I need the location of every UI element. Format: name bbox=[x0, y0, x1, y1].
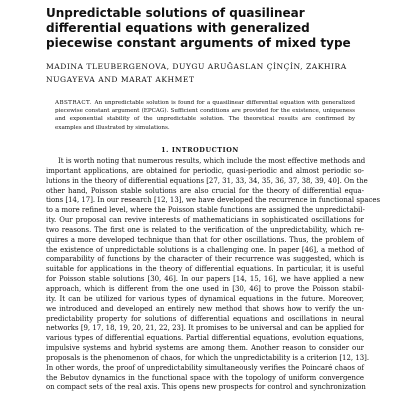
body-line: on compact sets of the real axis. This opens new prospects for control and synchronization bbox=[46, 383, 366, 392]
body-line: proposals is the phenomenon of chaos, for which the unpredictability is a criterion [12, 13]. bbox=[46, 353, 370, 362]
paper-title: Unpredictable solutions of quasilinear differential equations with generalized piecewise constant arguments of mixed type bbox=[46, 6, 351, 50]
body-line: lutions in the theory of differential equations [27, 31, 33, 34, 35, 36, 37, 38, 39, 40]. On the bbox=[46, 176, 368, 185]
body-line: we introduced and developed an entirely new method that shows how to verify the un- bbox=[46, 304, 364, 313]
body-line: comparability of functions by the character of their recurrence was suggested, which is bbox=[46, 255, 364, 264]
body-line: two reasons. The first one is related to the verification of the unpredictability, which re- bbox=[46, 225, 364, 234]
body-line: ity. Our proposal can revive interests of mathematicians in sophisticated oscillations for bbox=[46, 216, 364, 225]
section-heading: 1. INTRODUCTION bbox=[161, 146, 239, 154]
introduction-body bbox=[46, 157, 381, 393]
body-line: approach, which is different from the one used in [30, 46] to prove the Poisson stabil- bbox=[46, 284, 364, 293]
author-list: MADINA TLEUBERGENOVA, DUYGU ARUĞASLAN ÇİNÇİN, ZAKHIRA NUGAYEVA AND MARAT AKHMET bbox=[46, 62, 347, 84]
body-line: ity. It can be utilized for various types of dynamical equations in the future. Moreover, bbox=[46, 294, 364, 303]
body-line: various types of differential equations. Partial differential equations, evolution equations, bbox=[46, 334, 364, 343]
body-line: for Poisson stable solutions [30, 46]. In our papers [14, 15, 16], we have applied a new bbox=[46, 275, 364, 284]
abstract-text: An unpredictable solution is found for a quasilinear differential equation with generalized piecewise constant argument (EPCAG). Sufficient conditions are provided for the existence, uniqueness and exponential stability of the unpredictable solution. The theoretical results are confirmed by examples and illustrated by simulations. bbox=[55, 100, 355, 131]
body-line: the Bebutov dynamics in the functional space with the topology of uniform convergence bbox=[46, 373, 364, 382]
body-line: networks [9, 17, 18, 19, 20, 21, 22, 23]. It promises to be universal and can be applied for bbox=[46, 324, 364, 333]
abstract bbox=[55, 99, 355, 132]
abstract-label: ABSTRACT. bbox=[55, 100, 92, 106]
body-line: quires a more developed technique than that for other oscillations. Thus, the problem of bbox=[46, 235, 364, 244]
body-line: other hand, Poisson stable solutions are also crucial for the theory of differential equa- bbox=[46, 186, 364, 195]
body-line: important applications, are obtained for periodic, quasi-periodic and almost periodic so- bbox=[46, 166, 364, 175]
body-line: the existence of unpredictable solutions is a challenging one. In paper [46], a method of bbox=[46, 245, 364, 254]
body-line: to a more refined level, where the Poisson stable functions are assigned the unpredictabil- bbox=[46, 206, 365, 215]
body-line: tions [14, 17]. In our research [12, 13], we have developed the recurrence in functional spaces bbox=[46, 196, 381, 205]
body-line: suitable for applications in the theory of differential equations. In particular, it is useful bbox=[46, 265, 364, 274]
body-line: predictability property for solutions of differential equations and oscillations in neural bbox=[46, 314, 364, 323]
body-line: impulsive systems and hybrid systems are among them. Another reason to consider our bbox=[46, 344, 364, 353]
body-line: It is worth noting that numerous results, which include the most effective methods and bbox=[58, 157, 366, 165]
body-line: In other words, the proof of unpredictability simultaneously verifies the Poincaré chaos of bbox=[46, 363, 364, 372]
